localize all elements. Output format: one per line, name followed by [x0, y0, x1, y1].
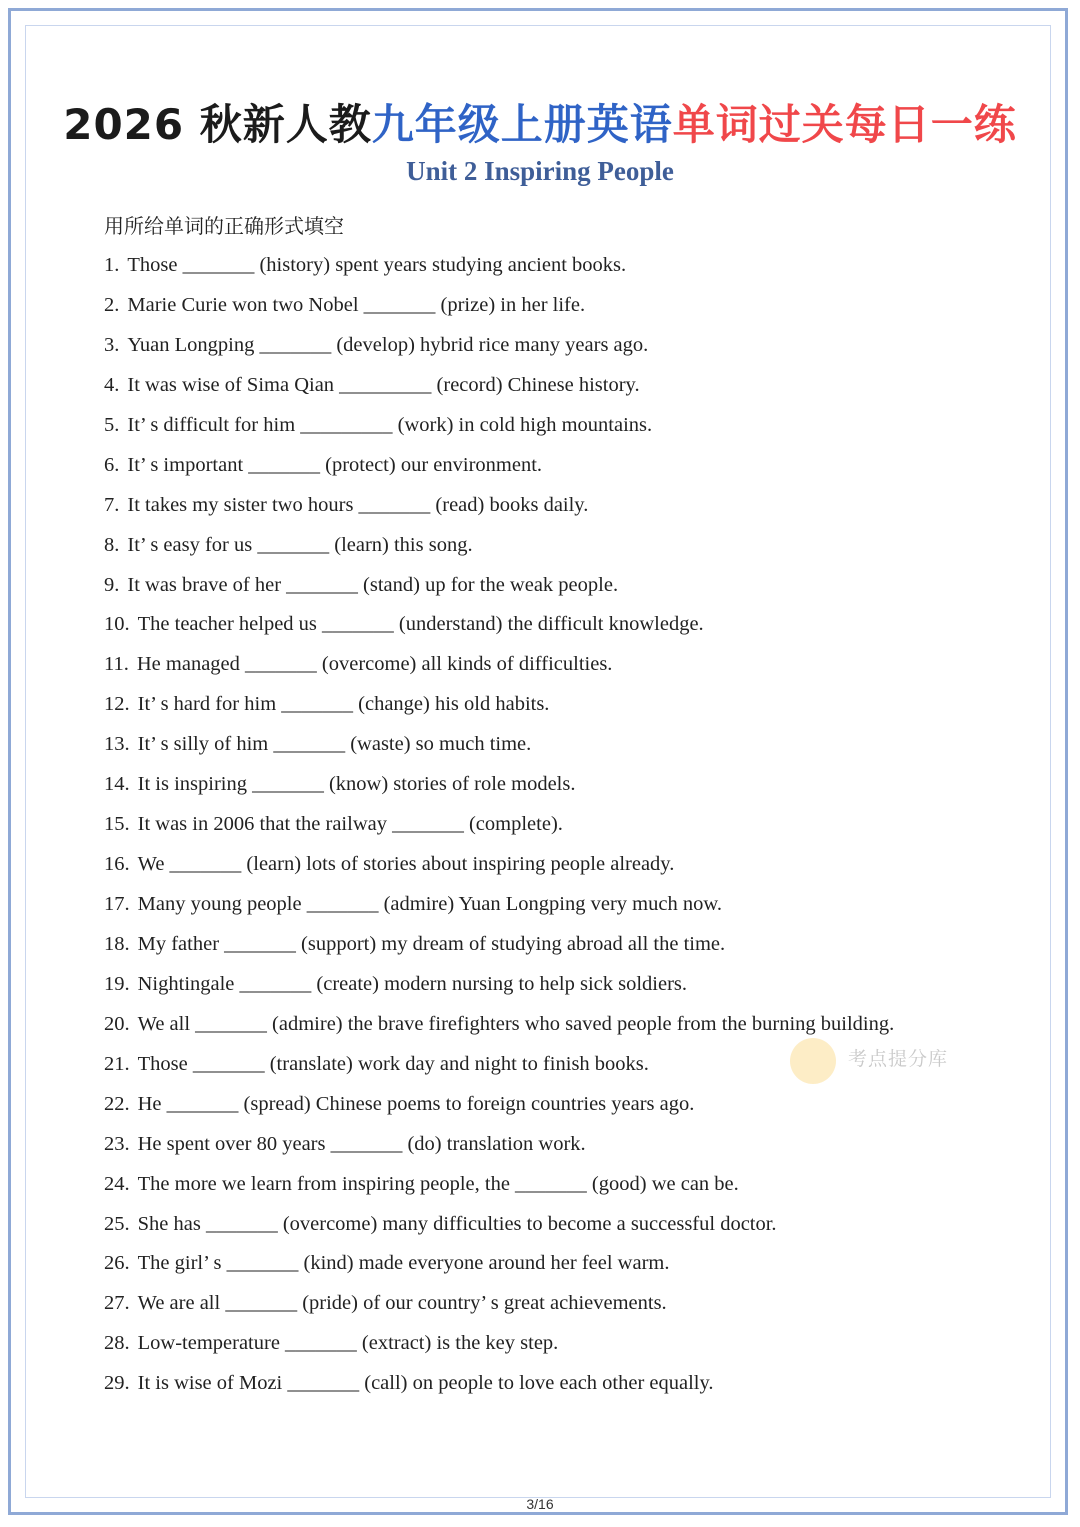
question-number: 19. [104, 972, 130, 995]
question-text: It’ s silly of him _______ (waste) so much time. [137, 733, 532, 756]
question-text: The girl’ s _______ (kind) made everyone around her feel warm. [137, 1252, 670, 1275]
question-text: Those _______ (translate) work day and night to finish books. [137, 1052, 649, 1075]
question-item [104, 689, 894, 729]
question-number: 7. [104, 493, 120, 516]
question-item [104, 849, 894, 889]
question-item [104, 290, 894, 330]
question-item [104, 1328, 894, 1368]
question-text: The teacher helped us _______ (understand) the difficult knowledge. [137, 613, 704, 636]
question-text: It was in 2006 that the railway _______ (complete). [137, 813, 563, 836]
question-item [104, 1368, 894, 1408]
question-text: Nightingale _______ (create) modern nursing to help sick soldiers. [137, 972, 688, 995]
question-text: The more we learn from inspiring people, the _______ (good) we can be. [137, 1172, 739, 1195]
question-number: 24. [104, 1172, 130, 1195]
title-part-1: 2026 秋新人教 [63, 100, 372, 149]
question-item [104, 450, 894, 490]
question-item [104, 250, 894, 290]
question-number: 5. [104, 413, 120, 436]
question-item [104, 490, 894, 530]
question-text: We _______ (learn) lots of stories about inspiring people already. [137, 853, 675, 876]
question-number: 9. [104, 573, 120, 596]
question-text: She has _______ (overcome) many difficulties to become a successful doctor. [137, 1212, 777, 1235]
unit-subtitle: Unit 2 Inspiring People [406, 156, 674, 186]
question-item [104, 1288, 894, 1328]
question-item [104, 410, 894, 450]
title-part-3: 单词过关每日一练 [672, 100, 1017, 149]
question-text: We are all _______ (pride) of our country’ s great achievements. [137, 1292, 667, 1315]
question-text: He spent over 80 years _______ (do) translation work. [137, 1132, 586, 1155]
question-item [104, 649, 894, 689]
question-number: 13. [104, 733, 130, 756]
question-number: 1. [104, 254, 120, 276]
question-text: My father _______ (support) my dream of studying abroad all the time. [137, 932, 726, 955]
question-number: 10. [104, 613, 130, 636]
question-number: 16. [104, 853, 130, 876]
question-item [104, 330, 894, 370]
question-number: 4. [104, 373, 120, 396]
question-item [104, 530, 894, 570]
question-number: 15. [104, 813, 130, 836]
question-text: It was brave of her _______ (stand) up for the weak people. [127, 573, 619, 596]
question-text: It’ s important _______ (protect) our environment. [127, 453, 543, 476]
question-item [104, 570, 894, 610]
question-number: 8. [104, 533, 120, 556]
question-text: It is wise of Mozi _______ (call) on people to love each other equally. [137, 1372, 714, 1395]
question-number: 25. [104, 1212, 130, 1235]
question-number: 3. [104, 333, 120, 356]
page-title [0, 92, 1080, 152]
question-number: 18. [104, 932, 130, 955]
question-item [104, 1009, 894, 1049]
question-number: 23. [104, 1132, 130, 1155]
watermark-logo-icon [790, 1038, 836, 1084]
question-number: 27. [104, 1292, 130, 1315]
question-number: 2. [104, 293, 120, 316]
watermark [790, 1030, 980, 1090]
question-list [104, 250, 894, 1408]
question-number: 22. [104, 1092, 130, 1115]
question-text: He managed _______ (overcome) all kinds of difficulties. [136, 653, 613, 676]
question-number: 20. [104, 1012, 130, 1035]
watermark-text: 考点提分库 [848, 1048, 949, 1070]
question-number: 14. [104, 773, 130, 796]
question-text: Many young people _______ (admire) Yuan Longping very much now. [137, 893, 722, 915]
question-item [104, 969, 894, 1009]
page-number: 3/16 [526, 1496, 554, 1512]
question-number: 29. [104, 1372, 130, 1395]
question-text: It takes my sister two hours _______ (read) books daily. [127, 493, 589, 516]
question-item [104, 1209, 894, 1249]
question-number: 11. [104, 653, 129, 676]
question-item [104, 1169, 894, 1209]
question-item [104, 1248, 894, 1288]
question-number: 28. [104, 1332, 130, 1355]
question-item [104, 1129, 894, 1169]
question-text: It’ s easy for us _______ (learn) this song. [127, 533, 473, 556]
question-number: 21. [104, 1052, 130, 1075]
question-item [104, 1049, 894, 1089]
question-text: He _______ (spread) Chinese poems to foreign countries years ago. [137, 1092, 695, 1115]
question-item [104, 370, 894, 410]
question-text: It’ s hard for him _______ (change) his old habits. [137, 693, 550, 716]
title-part-2: 九年级上册英语 [371, 100, 673, 149]
question-text: It is inspiring _______ (know) stories of role models. [137, 773, 576, 796]
question-number: 12. [104, 693, 130, 716]
question-text: Marie Curie won two Nobel _______ (prize) in her life. [127, 293, 586, 316]
question-number: 17. [104, 893, 130, 915]
exercise-instruction: 用所给单词的正确形式填空 [104, 214, 344, 238]
question-text: It was wise of Sima Qian _________ (record) Chinese history. [127, 373, 640, 396]
question-text: It’ s difficult for him _________ (work) in cold high mountains. [127, 413, 653, 436]
question-text: Those _______ (history) spent years studying ancient books. [127, 254, 627, 276]
question-item [104, 609, 894, 649]
question-item [104, 929, 894, 969]
question-item [104, 769, 894, 809]
question-text: Yuan Longping _______ (develop) hybrid rice many years ago. [127, 333, 649, 356]
question-text: Low-temperature _______ (extract) is the key step. [137, 1332, 559, 1355]
question-item [104, 889, 894, 929]
question-item [104, 729, 894, 769]
question-number: 26. [104, 1252, 130, 1275]
question-number: 6. [104, 453, 120, 476]
question-item [104, 1089, 894, 1129]
question-text: We all _______ (admire) the brave firefighters who saved people from the burning building. [137, 1012, 895, 1035]
question-item [104, 809, 894, 849]
